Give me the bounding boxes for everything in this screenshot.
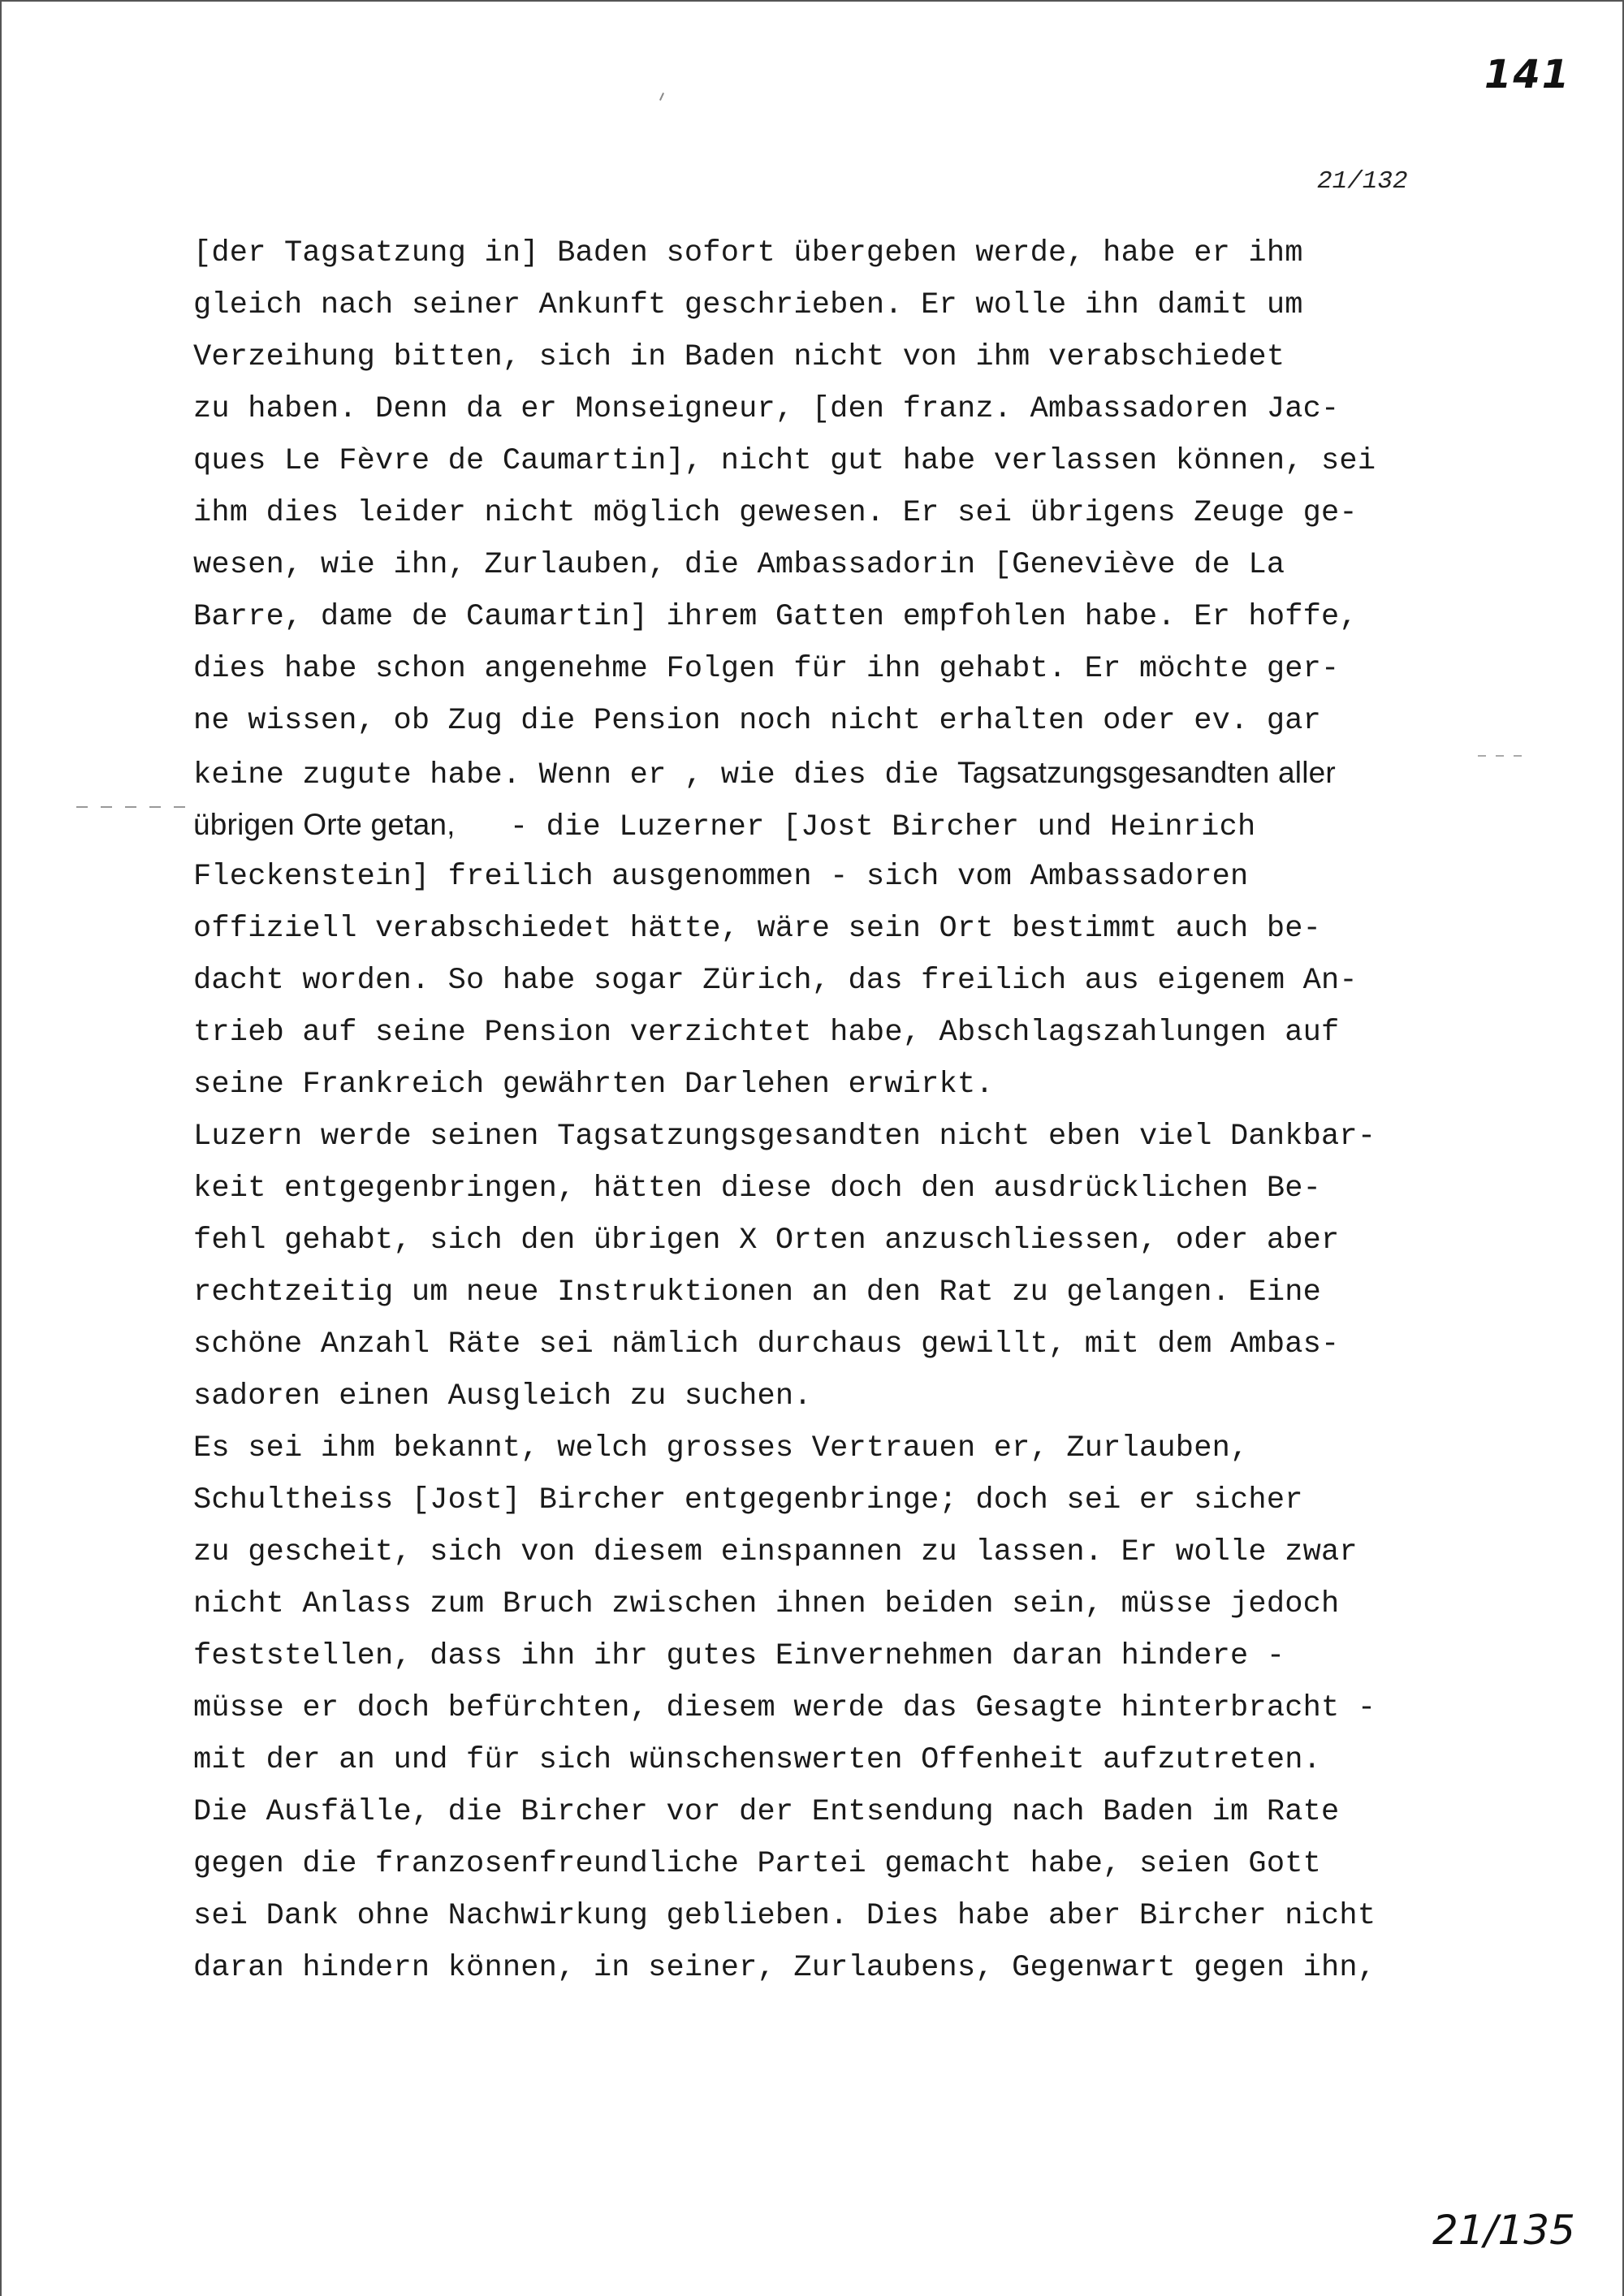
text-line: gleich nach seiner Ankunft geschrieben. Er wolle ihn damit um — [193, 288, 1303, 322]
text-line: ne wissen, ob Zug die Pension noch nicht erhalten oder ev. gar — [193, 704, 1322, 738]
inserted-text: übrigen Orte getan, — [193, 808, 456, 841]
text-line: ques Le Fèvre de Caumartin], nicht gut habe verlassen können, sei — [193, 444, 1376, 478]
text-line: Es sei ihm bekannt, welch grosses Vertrauen er, Zurlauben, — [193, 1431, 1249, 1465]
text-line: Verzeihung bitten, sich in Baden nicht von ihm verabschiedet — [193, 340, 1285, 374]
text-line: nicht Anlass zum Bruch zwischen ihnen beiden sein, müsse jedoch — [193, 1587, 1340, 1621]
stray-mark — [659, 93, 664, 101]
text-line: keit entgegenbringen, hätten diese doch den ausdrücklichen Be- — [193, 1172, 1322, 1206]
text-line: mit der an und für sich wünschenswerten Offenheit aufzutreten. — [193, 1743, 1322, 1777]
text-line: seine Frankreich gewährten Darlehen erwirkt. — [193, 1068, 994, 1102]
text-line: schöne Anzahl Räte sei nämlich durchaus gewillt, mit dem Ambas- — [193, 1327, 1340, 1362]
text-line-with-insert — [193, 799, 1606, 851]
text-line: Barre, dame de Caumartin] ihrem Gatten empfohlen habe. Er hoffe, — [193, 600, 1358, 634]
text-line: sei Dank ohne Nachwirkung geblieben. Dies habe aber Bircher nicht — [193, 1899, 1376, 1933]
text-line: gegen die franzosenfreundliche Partei gemacht habe, seien Gott — [193, 1847, 1322, 1881]
text-line-part: keine zugute habe. Wenn er , wie dies die — [193, 758, 957, 792]
text-line-part: - die Luzerner [Jost Bircher und Heinrich — [455, 810, 1256, 844]
text-line: Fleckenstein] freilich ausgenommen - sich vom Ambassadoren — [193, 860, 1249, 894]
text-line: zu haben. Denn da er Monseigneur, [den franz. Ambassadoren Jac- — [193, 392, 1340, 426]
text-line-with-insert — [193, 747, 1606, 799]
text-line: ihm dies leider nicht möglich gewesen. Er sei übrigens Zeuge ge- — [193, 496, 1358, 530]
body-text — [193, 227, 1606, 1994]
text-line: Die Ausfälle, die Bircher vor der Entsendung nach Baden im Rate — [193, 1795, 1340, 1829]
text-line: offiziell verabschiedet hätte, wäre sein Ort bestimmt auch be- — [193, 912, 1322, 946]
handwritten-archive-number: 21/135 — [1432, 2207, 1575, 2254]
text-line: wesen, wie ihn, Zurlauben, die Ambassadorin [Geneviève de La — [193, 548, 1285, 582]
page-number: 21/132 — [1317, 167, 1408, 196]
inserted-text: Tagsatzungsgesandten aller — [957, 756, 1336, 789]
text-line: zu gescheit, sich von diesem einspannen zu lassen. Er wolle zwar — [193, 1535, 1358, 1569]
text-line: sadoren einen Ausgleich zu suchen. — [193, 1379, 812, 1413]
text-line: trieb auf seine Pension verzichtet habe, Abschlagszahlungen auf — [193, 1016, 1340, 1050]
text-line: Schultheiss [Jost] Bircher entgegenbringe; doch sei er sicher — [193, 1483, 1303, 1517]
text-line: [der Tagsatzung in] Baden sofort übergeben werde, habe er ihm — [193, 236, 1303, 270]
text-line: feststellen, dass ihn ihr gutes Einvernehmen daran hindere - — [193, 1639, 1285, 1673]
text-line: rechtzeitig um neue Instruktionen an den Rat zu gelangen. Eine — [193, 1275, 1322, 1310]
handwritten-folio-number: 141 — [1484, 52, 1571, 97]
text-line: Luzern werde seinen Tagsatzungsgesandten nicht eben viel Dankbar- — [193, 1120, 1376, 1154]
text-line: fehl gehabt, sich den übrigen X Orten anzuschliessen, oder aber — [193, 1224, 1340, 1258]
text-line: müsse er doch befürchten, diesem werde das Gesagte hinterbracht - — [193, 1691, 1376, 1725]
margin-insertion-mark — [76, 806, 190, 808]
text-line: dacht worden. So habe sogar Zürich, das freilich aus eigenem An- — [193, 964, 1358, 998]
text-line: daran hindern können, in seiner, Zurlaubens, Gegenwart gegen ihn, — [193, 1951, 1376, 1985]
text-line: dies habe schon angenehme Folgen für ihn gehabt. Er möchte ger- — [193, 652, 1340, 686]
